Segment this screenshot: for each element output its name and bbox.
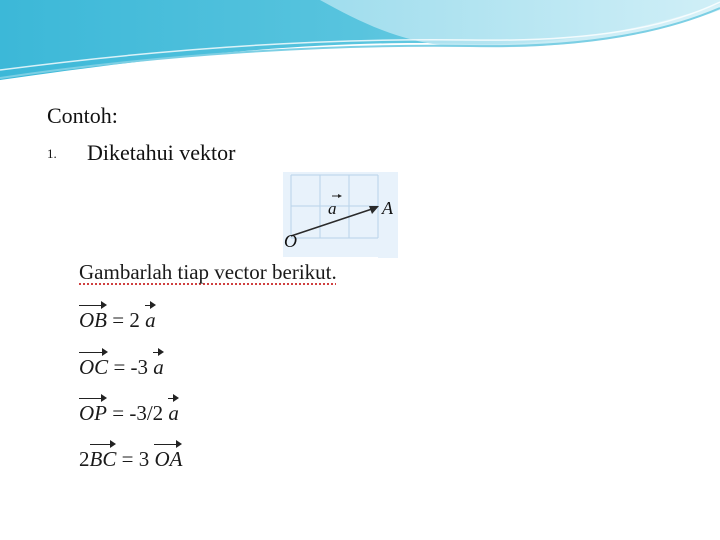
vector-rhs: OA (154, 444, 182, 472)
equation: OC = -3 a (79, 352, 164, 380)
vector-lhs: OC (79, 352, 108, 380)
vector-label: a (328, 199, 337, 218)
vector-rhs: a (145, 305, 156, 333)
start-point-label: O (284, 231, 297, 251)
header-wave-decoration (0, 0, 720, 90)
vector-figure (283, 172, 398, 258)
list-item (47, 138, 235, 169)
end-point-label: A (382, 198, 393, 218)
vector-lhs: BC (90, 444, 117, 472)
equation: 2BC = 3 OA (79, 444, 182, 472)
vector-rhs: a (168, 398, 179, 426)
intro-label: Contoh: (47, 103, 118, 128)
equation: OB = 2 a (79, 305, 156, 333)
task-box (73, 257, 378, 473)
task-heading: Gambarlah tiap vector berikut. (79, 260, 337, 284)
vector-lhs: OB (79, 305, 107, 333)
vector-grid (283, 172, 398, 258)
vector-rhs: a (153, 352, 164, 380)
list-item-text: Diketahui vektor (87, 140, 236, 165)
vector-lhs: OP (79, 398, 107, 426)
list-item-number: 1. (47, 146, 57, 161)
equation: OP = -3/2 a (79, 398, 179, 426)
